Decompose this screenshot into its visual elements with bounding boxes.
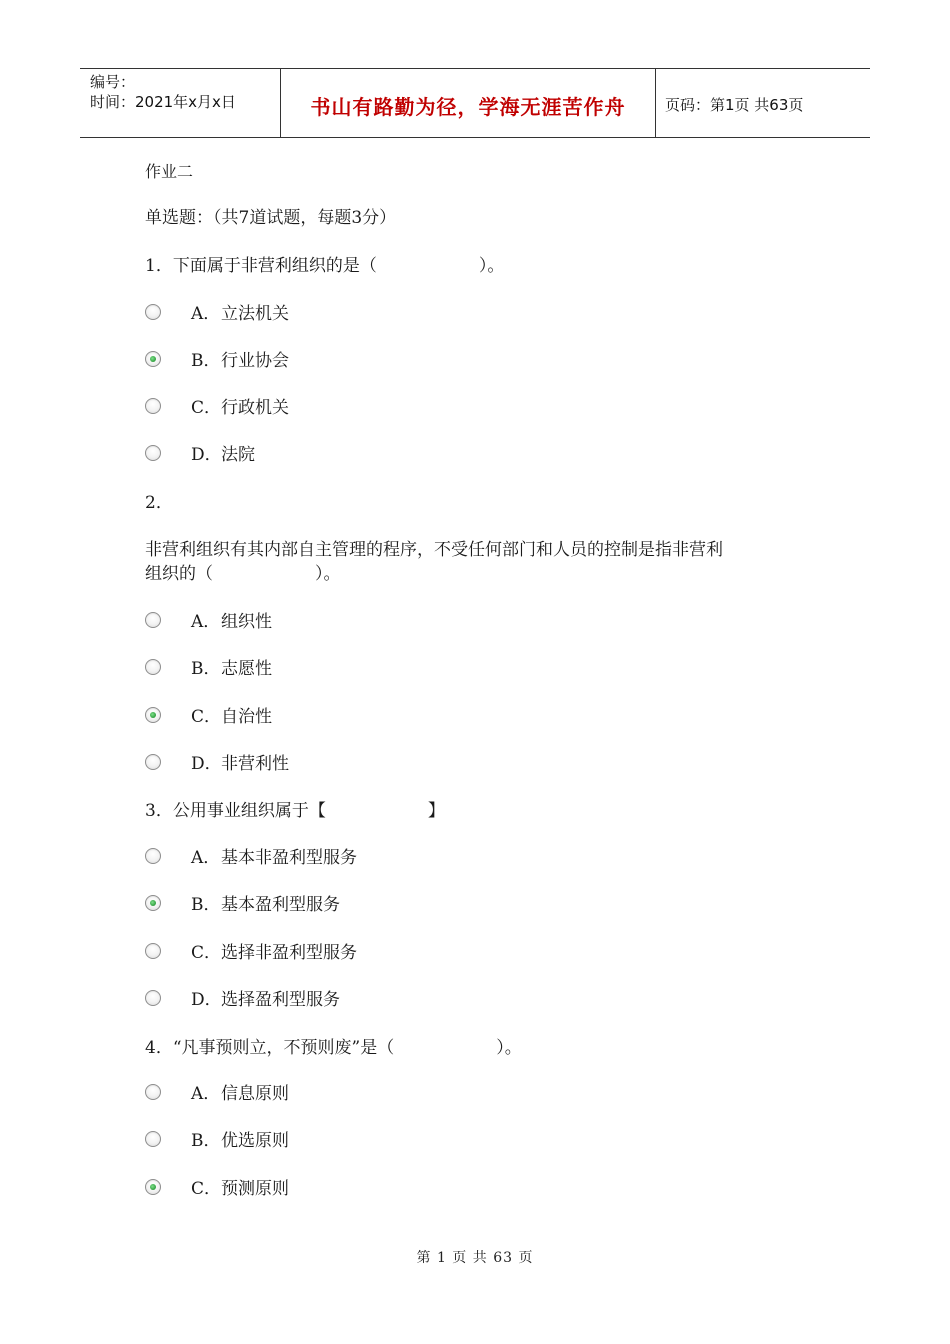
option-label: C．预测原则 [191,1179,289,1199]
option-label: A．信息原则 [191,1084,289,1104]
radio-button[interactable] [145,754,161,770]
option-label: C．自治性 [191,707,272,727]
option-label: B．优选原则 [191,1131,289,1151]
question-1-prompt: 1．下面属于非营利组织的是（ ）。 [145,256,505,276]
question-2-number: 2． [145,493,173,513]
option-label: B．基本盈利型服务 [191,895,340,915]
option-label: A．立法机关 [191,304,289,324]
radio-button[interactable] [145,398,161,414]
section-heading: 单选题：（共7道试题，每题3分） [145,208,397,228]
radio-button-selected[interactable] [145,707,161,723]
radio-button[interactable] [145,1131,161,1147]
question-3-prompt: 3．公用事业组织属于【 】 [145,801,445,821]
radio-button[interactable] [145,612,161,628]
option-label: D．法院 [191,445,255,465]
question-2-prompt-line-2: 组织的（ ）。 [145,564,341,584]
option-label: C．选择非盈利型服务 [191,943,357,963]
radio-button-selected[interactable] [145,1179,161,1195]
assignment-title: 作业二 [145,162,194,181]
radio-button[interactable] [145,848,161,864]
number-label: 编号： [90,73,136,91]
question-4-prompt: 4．“凡事预则立，不预则废”是（ ）。 [145,1038,522,1058]
option-label: C．行政机关 [191,398,289,418]
option-label: D．选择盈利型服务 [191,990,340,1010]
header-motto-cell [280,69,656,137]
header-page-cell [655,69,870,137]
header-meta-cell [80,69,280,137]
option-label: A．组织性 [191,612,272,632]
radio-button-selected[interactable] [145,351,161,367]
page-code: 页码：第1页 共63页 [665,96,804,114]
radio-button[interactable] [145,943,161,959]
option-label: B．行业协会 [191,351,289,371]
motto: 书山有路勤为径，学海无涯苦作舟 [310,95,626,119]
page-footer: 第 1 页 共 63 页 [416,1250,534,1266]
option-label: A．基本非盈利型服务 [191,848,357,868]
option-label: B．志愿性 [191,659,272,679]
radio-button[interactable] [145,990,161,1006]
radio-button[interactable] [145,304,161,320]
radio-button-selected[interactable] [145,895,161,911]
radio-button[interactable] [145,445,161,461]
radio-button[interactable] [145,1084,161,1100]
question-2-prompt-line-1: 非营利组织有其内部自主管理的程序，不受任何部门和人员的控制是指非营利 [145,540,723,560]
option-label: D．非营利性 [191,754,289,774]
document-header [80,68,870,138]
radio-button[interactable] [145,659,161,675]
time-label: 时间：2021年x月x日 [90,93,236,111]
